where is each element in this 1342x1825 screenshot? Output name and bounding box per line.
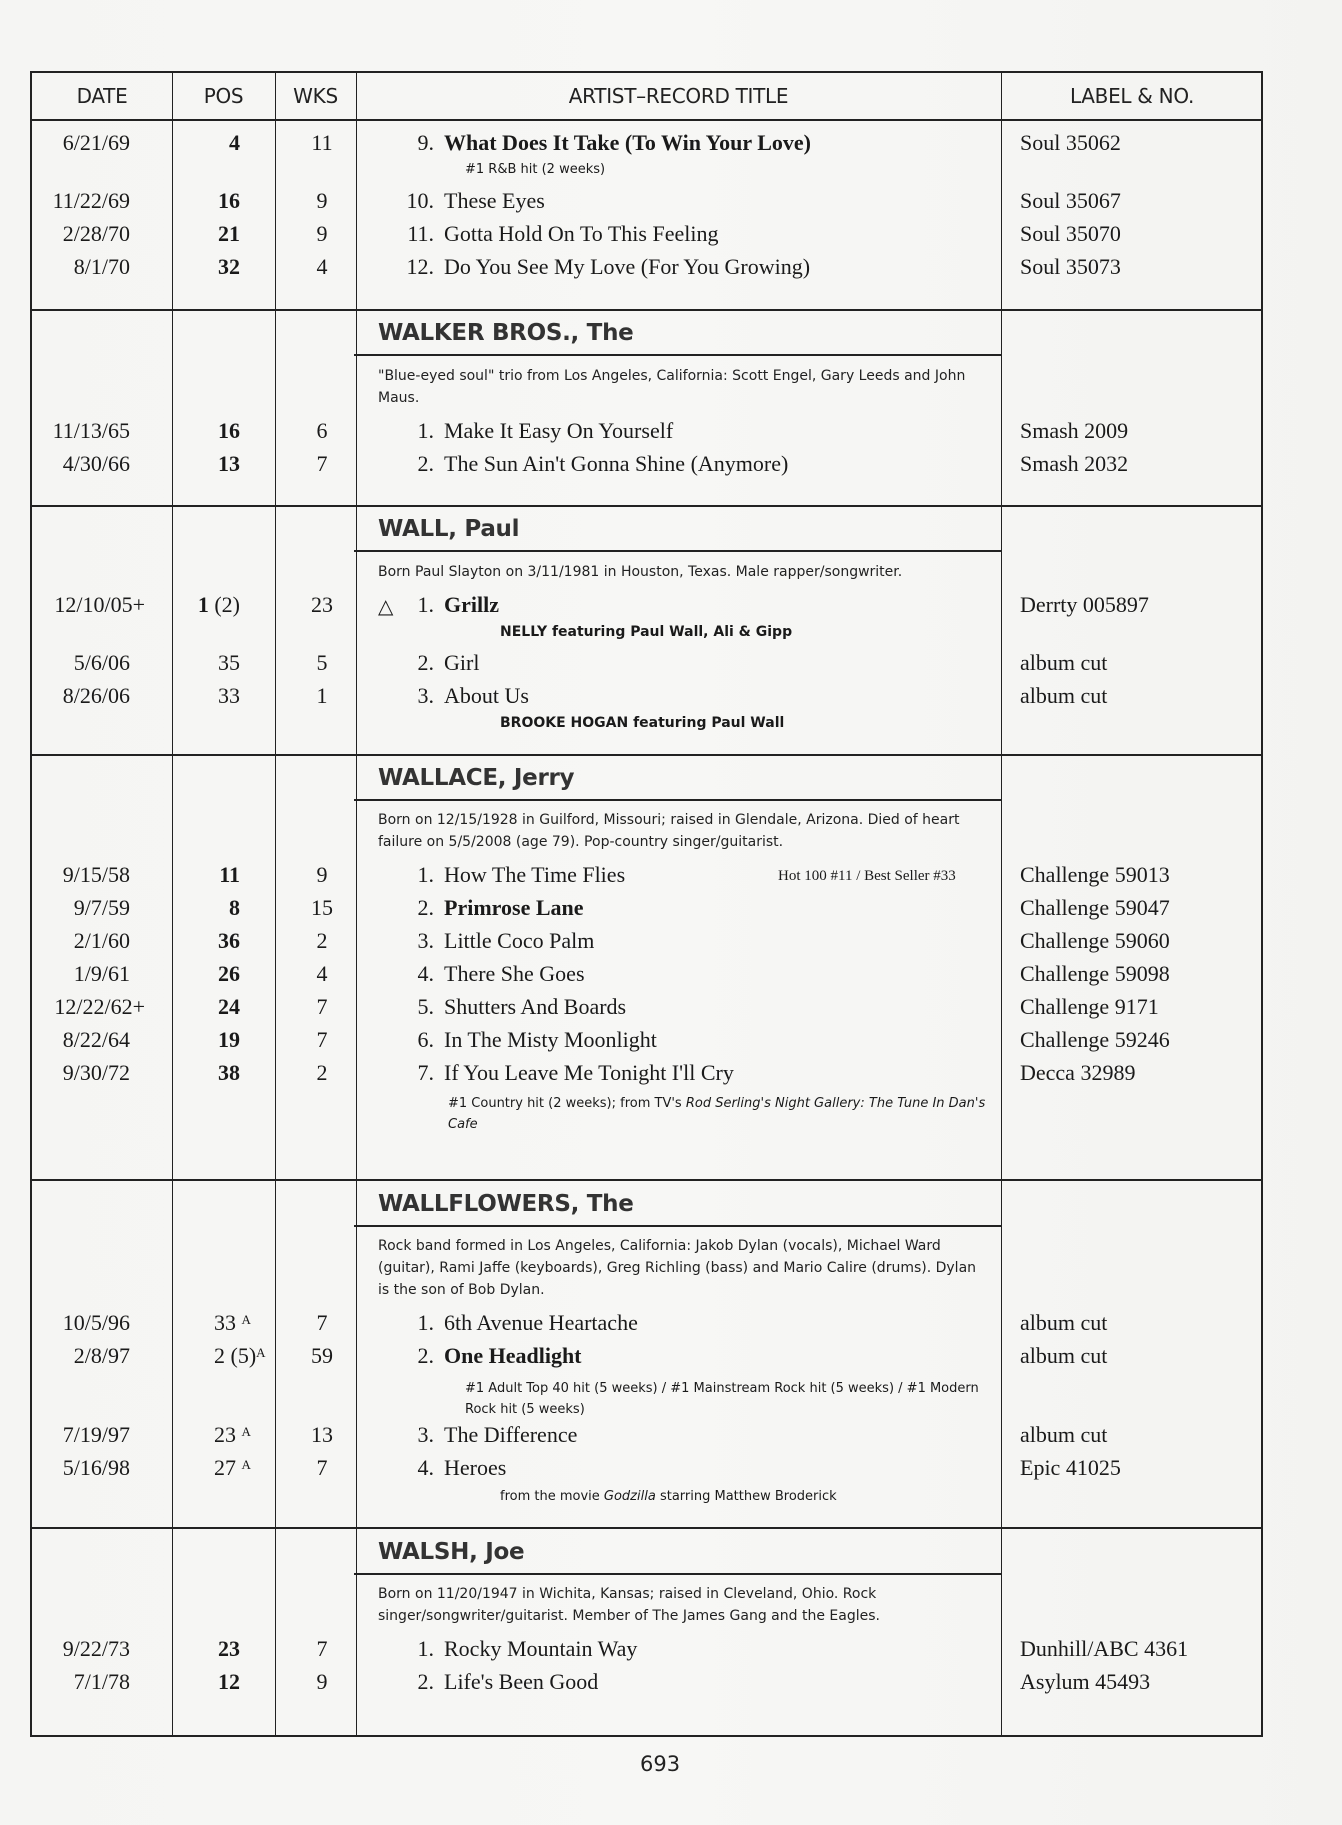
record-date: 2/1/60 [73,928,130,953]
record-label: Challenge 59098 [1020,961,1170,986]
peak-position: 27 [214,1455,236,1480]
record-wks: 7 [316,1636,328,1661]
record-date: 10/5/96 [62,1310,130,1335]
record-number: 9. [417,130,434,155]
record-number: 3. [417,1422,434,1447]
artist-bio: "Blue-eyed soul" trio from Los Angeles, California: Scott Engel, Gary Leeds and John Maus. [378,368,966,406]
record-number: 2. [417,895,434,920]
record-pos: 23 [218,1636,240,1661]
record-title-text: Little Coco Palm [444,928,595,953]
record-pos: 21 [218,221,240,246]
record-pos: 24 [218,994,240,1019]
record-date: 9/15/58 [62,862,130,887]
record-wks: 2 [316,928,328,953]
record-date: 8/1/70 [73,254,130,279]
peak-position: 2 [214,1343,225,1368]
record-date: 2/28/70 [62,221,130,246]
record-title[interactable] [400,1027,657,1053]
record-label: album cut [1020,683,1108,708]
note-text: from the movie [500,1489,604,1504]
record-wks: 9 [316,1669,328,1694]
record-number: 5. [417,994,434,1019]
record-title[interactable] [400,1060,734,1086]
record-wks: 1 [316,683,328,708]
airplay-mark: A [256,1345,266,1360]
record-number: 2. [417,1343,434,1368]
weeks-at-peak: (2) [214,592,240,617]
record-number: 2. [417,1669,434,1694]
record-title[interactable] [400,254,810,280]
record-title-text: Primrose Lane [444,895,584,920]
record-number: 1. [417,1310,434,1335]
record-title-text: In The Misty Moonlight [444,1027,657,1052]
record-date: 9/7/59 [73,895,130,920]
record-note: #1 R&B hit (2 weeks) [465,162,606,177]
note-show-title: Rod Serling's Night Gallery [685,1096,861,1111]
record-title-text: The Sun Ain't Gonna Shine (Anymore) [444,451,789,476]
artist-name[interactable]: WALLACE, Jerry [378,765,575,791]
artist-bio: Born on 12/15/1928 in Guilford, Missouri; raised in Glendale, Arizona. Died of heart failure on 5/5/2008 (age 79). Pop-country singer/guitarist. [378,812,960,850]
record-wks: 59 [311,1343,333,1368]
record-number: 3. [417,683,434,708]
header-pos: POS [203,84,244,108]
record-date: 12/10/05+ [54,592,145,617]
record-label: album cut [1020,1310,1108,1335]
record-title-text: There She Goes [444,961,585,986]
record-pos: 19 [218,1027,240,1052]
record-pos: 38 [218,1060,240,1085]
airplay-mark: A [241,1312,251,1327]
peak-position: 1 [197,592,209,617]
record-wks: 7 [316,994,328,1019]
record-wks: 6 [316,418,328,443]
record-wks: 7 [316,1455,328,1480]
record-title[interactable] [400,1310,638,1336]
record-title-text: What Does It Take (To Win Your Love) [444,130,811,155]
record-date: 7/1/78 [73,1669,130,1694]
record-label: Challenge 9171 [1020,994,1159,1019]
record-date: 11/22/69 [52,188,130,213]
record-label: Derrty 005897 [1020,592,1149,617]
record-wks: 7 [316,451,328,476]
record-title-text: Gotta Hold On To This Feeling [444,221,719,246]
record-label: album cut [1020,650,1108,675]
artist-bio: Rock band formed in Los Angeles, California: Jakob Dylan (vocals), Michael Ward (guitar), Rami Jaffe (keyboards), Greg Richling (bass) and Mario Calire (drums). Dylan is the son of Bob Dylan. [378,1238,977,1298]
record-date: 5/16/98 [62,1455,130,1480]
record-date: 6/21/69 [62,130,130,155]
record-date: 8/22/64 [62,1027,130,1052]
record-number: 2. [417,451,434,476]
record-credit: NELLY featuring Paul Wall, Ali & Gipp [500,624,793,640]
artist-name[interactable]: WALLFLOWERS, The [378,1191,634,1217]
record-wks: 7 [316,1310,328,1335]
record-date: 4/30/66 [62,451,130,476]
record-note: #1 Adult Top 40 hit (5 weeks) / #1 Mainstream Rock hit (5 weeks) / #1 Modern Rock hit (5 weeks) [465,1381,979,1417]
record-date: 8/26/06 [62,683,130,708]
record-title-text: Shutters And Boards [444,994,627,1019]
record-pos: 16 [218,418,240,443]
record-label: Challenge 59013 [1020,862,1170,887]
record-wks: 5 [316,650,328,675]
peak-position: 23 [214,1422,236,1447]
record-pos: 36 [218,928,240,953]
header-label: LABEL & NO. [1069,84,1195,108]
record-wks: 4 [316,254,328,279]
record-label: Challenge 59060 [1020,928,1170,953]
record-date: 12/22/62+ [54,994,145,1019]
record-number: 12. [406,254,434,279]
record-title[interactable] [400,1636,637,1662]
record-label: Soul 35062 [1020,130,1121,155]
record-label: Decca 32989 [1020,1060,1136,1085]
record-pos [214,1422,294,1448]
record-note [448,1093,988,1135]
page-number: 693 [640,1752,681,1776]
note-separator: : [860,1096,869,1111]
record-title-text: Rocky Mountain Way [444,1636,638,1661]
record-label: Dunhill/ABC 4361 [1020,1636,1189,1661]
record-pos: 8 [229,895,240,920]
record-title[interactable] [400,1422,577,1448]
record-title-text: Do You See My Love (For You Growing) [444,254,811,279]
record-title[interactable] [400,1669,598,1695]
record-title[interactable] [400,221,718,247]
artist-name[interactable]: WALSH, Joe [378,1539,525,1565]
record-title[interactable] [400,130,811,156]
record-title[interactable] [400,961,585,987]
record-pos [214,1310,294,1336]
record-title-text: The Difference [444,1422,578,1447]
chart-peak-note: Hot 100 #11 / Best Seller #33 [778,868,956,884]
column-divider [1001,73,1002,1735]
record-title-text: About Us [444,683,529,708]
record-pos: 11 [219,862,240,887]
record-label: Smash 2032 [1020,451,1129,476]
record-number: 1. [417,418,434,443]
record-pos: 32 [218,254,240,279]
artist-name[interactable]: WALL, Paul [378,516,520,542]
record-title[interactable] [400,862,625,888]
record-title[interactable] [400,650,479,676]
record-title[interactable] [400,683,529,709]
record-title-text: These Eyes [444,188,545,213]
record-wks: 13 [311,1422,333,1447]
record-title-text: Grillz [444,592,499,617]
record-number: 2. [417,650,434,675]
header-artist-title: ARTIST–RECORD TITLE [568,84,789,108]
artist-name[interactable]: WALKER BROS., The [378,320,634,346]
record-wks: 7 [316,1027,328,1052]
record-title[interactable] [400,188,545,214]
record-number: 1. [417,1636,434,1661]
header-date: DATE [76,84,128,108]
record-wks: 11 [311,130,333,155]
record-title[interactable] [400,928,594,954]
record-label: Soul 35073 [1020,254,1121,279]
record-pos: 12 [218,1669,240,1694]
record-label: Challenge 59246 [1020,1027,1170,1052]
column-divider [275,73,276,1735]
record-number: 11. [407,221,434,246]
record-pos [214,1343,294,1369]
header-divider [32,119,1261,121]
record-label: Soul 35067 [1020,188,1121,213]
record-title-text: One Headlight [444,1343,582,1368]
record-number: 10. [406,188,434,213]
record-wks: 9 [316,862,328,887]
record-title[interactable] [400,994,626,1020]
record-pos: 26 [218,961,240,986]
record-pos: 33 [218,683,240,708]
weeks-at-peak: (5) [230,1343,257,1368]
record-title-text: If You Leave Me Tonight I'll Cry [444,1060,734,1085]
record-date: 2/8/97 [73,1343,130,1368]
record-date: 1/9/61 [73,961,130,986]
record-title[interactable] [400,1343,582,1369]
record-wks: 23 [311,592,333,617]
record-credit: BROOKE HOGAN featuring Paul Wall [500,715,785,731]
record-title[interactable] [400,895,584,921]
note-text: starring Matthew Broderick [655,1489,837,1504]
record-pos: 4 [229,130,240,155]
record-wks: 9 [316,221,328,246]
airplay-mark: A [241,1424,251,1439]
peak-position: 33 [214,1310,236,1335]
record-wks: 15 [311,895,333,920]
note-episode-title: The Tune In Dan's Cafe [448,1096,986,1132]
record-date: 11/13/65 [52,418,130,443]
artist-bio: Born Paul Slayton on 3/11/1981 in Houston, Texas. Male rapper/songwriter. [378,564,903,580]
record-label: album cut [1020,1343,1108,1368]
note-movie-title: Godzilla [603,1489,656,1504]
record-title[interactable] [400,1455,506,1481]
record-title[interactable] [400,451,788,477]
record-number: 7. [417,1060,434,1085]
record-pos: 35 [218,650,240,675]
record-number: 4. [417,1455,434,1480]
record-label: Soul 35070 [1020,221,1121,246]
record-pos: 16 [218,188,240,213]
record-number: 1. [417,592,434,617]
record-title-text: 6th Avenue Heartache [444,1310,638,1335]
record-wks: 4 [316,961,328,986]
record-title-text: Girl [444,650,480,675]
record-wks: 9 [316,188,328,213]
header-wks: WKS [293,84,338,108]
record-title-text: Make It Easy On Yourself [444,418,674,443]
record-label: Epic 41025 [1020,1455,1121,1480]
record-date: 7/19/97 [62,1422,130,1447]
record-title[interactable] [400,592,499,618]
airplay-mark: A [241,1457,251,1472]
record-title-text: How The Time Flies [444,862,626,887]
record-date: 9/30/72 [62,1060,130,1085]
record-title-text: Life's Been Good [444,1669,599,1694]
record-pos: 13 [218,451,240,476]
record-label: Smash 2009 [1020,418,1129,443]
record-number: 1. [417,862,434,887]
record-date: 5/6/06 [73,650,130,675]
record-number: 4. [417,961,434,986]
record-title-text: Heroes [444,1455,507,1480]
record-pos [150,592,240,618]
triangle-icon: △ [378,594,394,618]
record-note [500,1489,837,1504]
record-number: 3. [417,928,434,953]
record-title[interactable] [400,418,673,444]
record-number: 6. [417,1027,434,1052]
record-wks: 2 [316,1060,328,1085]
note-text: #1 Country hit (2 weeks); from TV's [448,1096,686,1111]
record-pos [214,1455,294,1481]
artist-bio: Born on 11/20/1947 in Wichita, Kansas; raised in Cleveland, Ohio. Rock singer/songwriter/guitarist. Member of The James Gang and the Eagles. [378,1586,880,1624]
record-label: Asylum 45493 [1020,1669,1151,1694]
record-label: album cut [1020,1422,1108,1447]
record-label: Challenge 59047 [1020,895,1170,920]
record-date: 9/22/73 [62,1636,130,1661]
